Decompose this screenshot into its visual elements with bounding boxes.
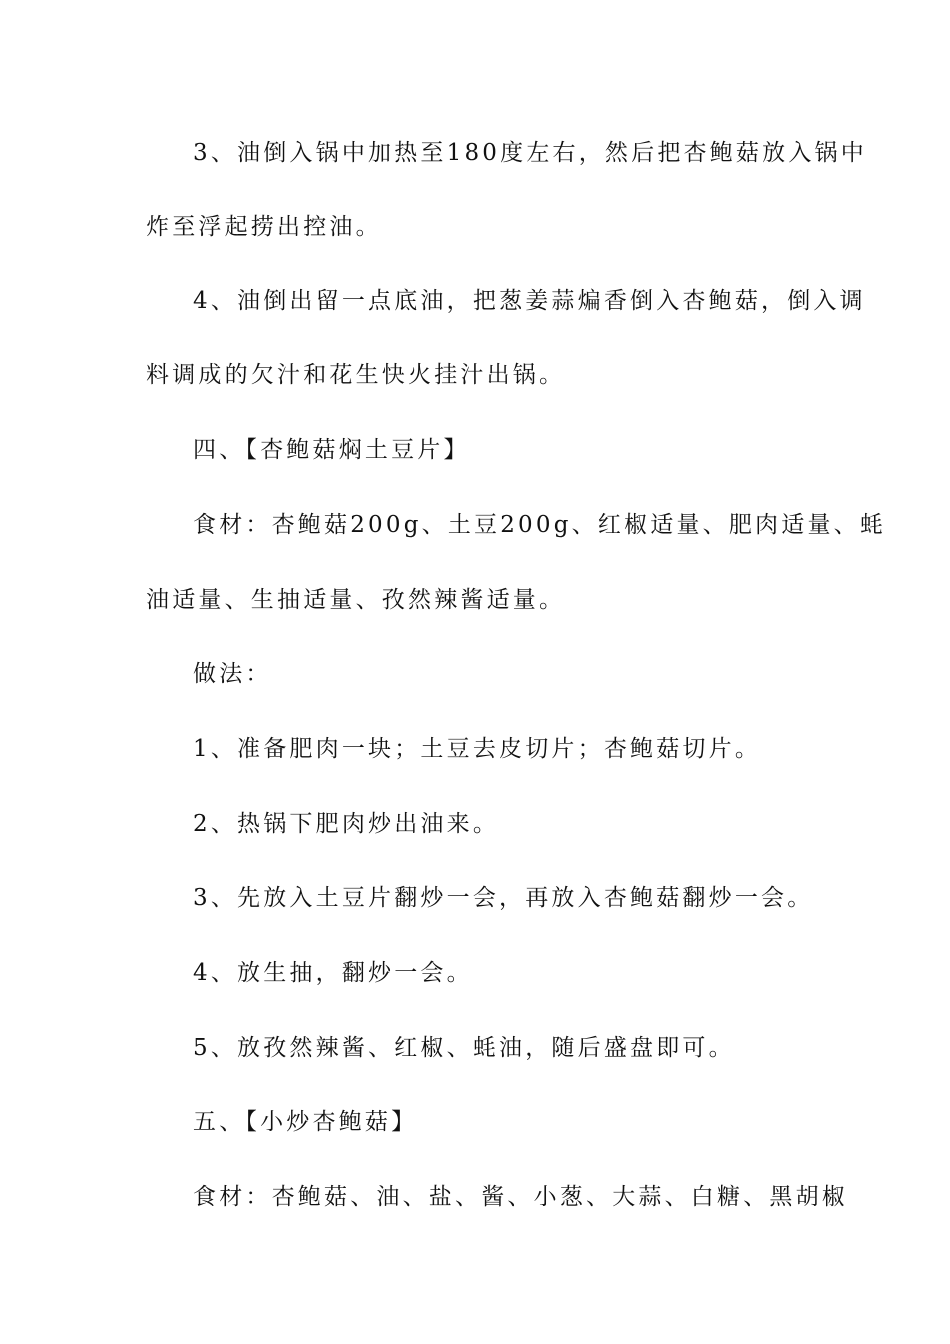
section-heading-5: 五、【小炒杏鲍菇】 [193,1109,418,1135]
method-label: 做法： [193,661,272,687]
method-step-2: 2、热锅下肥肉炒出油来。 [193,811,500,837]
method-step-1: 1、准备肥肉一块；土豆去皮切片；杏鲍菇切片。 [193,736,762,762]
method-step-4: 4、放生抽，翻炒一会。 [193,960,473,986]
ingredients-line-3: 食材：杏鲍菇、油、盐、酱、小葱、大蒜、白糖、黑胡椒 [193,1184,848,1210]
section-heading-4: 四、【杏鲍菇焖土豆片】 [193,437,470,463]
paragraph-step-3-line-2: 炸至浮起捞出控油。 [146,214,382,240]
paragraph-step-4-line-2: 料调成的欠汁和花生快火挂汁出锅。 [146,362,566,388]
ingredients-line-2: 油适量、生抽适量、孜然辣酱适量。 [146,587,566,613]
method-step-5: 5、放孜然辣酱、红椒、蚝油，随后盛盘即可。 [193,1035,735,1061]
method-step-3: 3、先放入土豆片翻炒一会，再放入杏鲍菇翻炒一会。 [193,885,814,911]
ingredients-line-1: 食材：杏鲍菇200g、土豆200g、红椒适量、肥肉适量、蚝 [193,512,887,538]
paragraph-step-3-line-1: 3、油倒入锅中加热至180度左右，然后把杏鲍菇放入锅中 [193,140,867,166]
paragraph-step-4-line-1: 4、油倒出留一点底油，把葱姜蒜煸香倒入杏鲍菇，倒入调 [193,288,866,314]
